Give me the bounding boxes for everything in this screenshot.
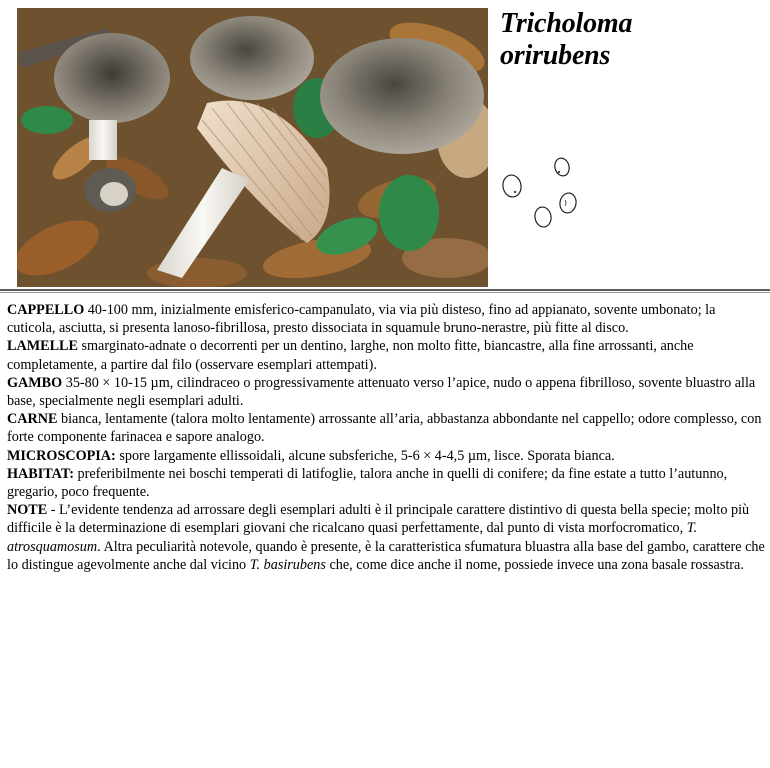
note-species-ref-1: T. atrosquamosum [7, 520, 698, 555]
section-carne [7, 410, 765, 446]
species-description [7, 301, 765, 574]
cappello-text: 40-100 mm, inizialmente emisferico-campanulato, via via più disteso, fino ad appianato, sovente umbonato; la cuticola, asciutta, si presenta lanoso-fibrillosa, presto dissociata in squamule bruno-nerastre, più fitte al disco. [7, 302, 716, 337]
title-species: orirubens [500, 40, 611, 71]
spore-drawing [498, 150, 588, 240]
mushroom-photo [17, 8, 488, 287]
microscopia-label: MICROSCOPIA: [7, 447, 116, 464]
gambo-label: GAMBO [7, 374, 63, 391]
divider-bottom [0, 292, 770, 293]
title-genus: Tricholoma [500, 8, 633, 39]
habitat-label: HABITAT: [7, 465, 74, 482]
species-title [500, 8, 632, 72]
note-text-1: - L’evidente tendenza ad arrossare degli esemplari adulti è il principale carattere distintivo di questa bella specie; molto più difficile è la determinazione di esemplari giovani che ricalcano quasi perfettamente, dal punto di vista morfocromatico, [7, 502, 750, 537]
divider-top [0, 289, 770, 291]
section-gambo [7, 374, 765, 410]
spore-3 [558, 192, 577, 214]
lamelle-text: smarginato-adnate o decorrenti per un dentino, larghe, non molto fitte, biancastre, alla fine arrossanti, anche completamente, a partire dal filo (osservare esemplari attempati). [7, 338, 694, 373]
note-label: NOTE [7, 502, 48, 519]
mushroom-photo-illustration [17, 8, 488, 287]
note-text-2: . Altra peculiarità notevole, quando è presente, è la caratteristica sfumatura bluastra alla base del gambo, carattere che lo distingue agevolmente anche dal vicino [7, 538, 765, 573]
gambo-text: 35-80 × 10-15 µm, cilindraceo o progressivamente attenuato verso l’apice, nudo o appena fibrilloso, sovente bluastro alla base, specialmente negli esemplari adulti. [7, 374, 756, 410]
note-species-ref-2: T. basirubens [249, 556, 326, 573]
cappello-label: CAPPELLO [7, 302, 85, 318]
carne-text: bianca, lentamente (talora molto lentamente) arrossante all’aria, abbastanza abbondante nel cappello; odore complesso, con forte componente farinacea e sapore analogo. [7, 411, 762, 446]
spore-1 [553, 156, 571, 177]
microscopia-text: spore largamente ellissoidali, alcune subsferiche, 5-6 × 4-4,5 µm, lisce. Sporata bianca. [115, 447, 615, 464]
lamelle-label: LAMELLE [7, 338, 78, 355]
section-note [7, 501, 765, 574]
section-cappello [7, 301, 765, 337]
carne-label: CARNE [7, 411, 58, 428]
habitat-text: preferibilmente nei boschi temperati di latifoglie, talora anche in quelli di conifere; da fine estate a tutto l’autunno, gregario, poco frequente. [7, 465, 728, 501]
section-habitat [7, 465, 765, 501]
spore-4 [533, 206, 552, 228]
section-microscopia [7, 447, 765, 465]
spore-2 [501, 174, 523, 199]
section-lamelle [7, 337, 765, 373]
note-text-3: che, come dice anche il nome, possiede invece una zona basale rossastra. [325, 556, 744, 573]
